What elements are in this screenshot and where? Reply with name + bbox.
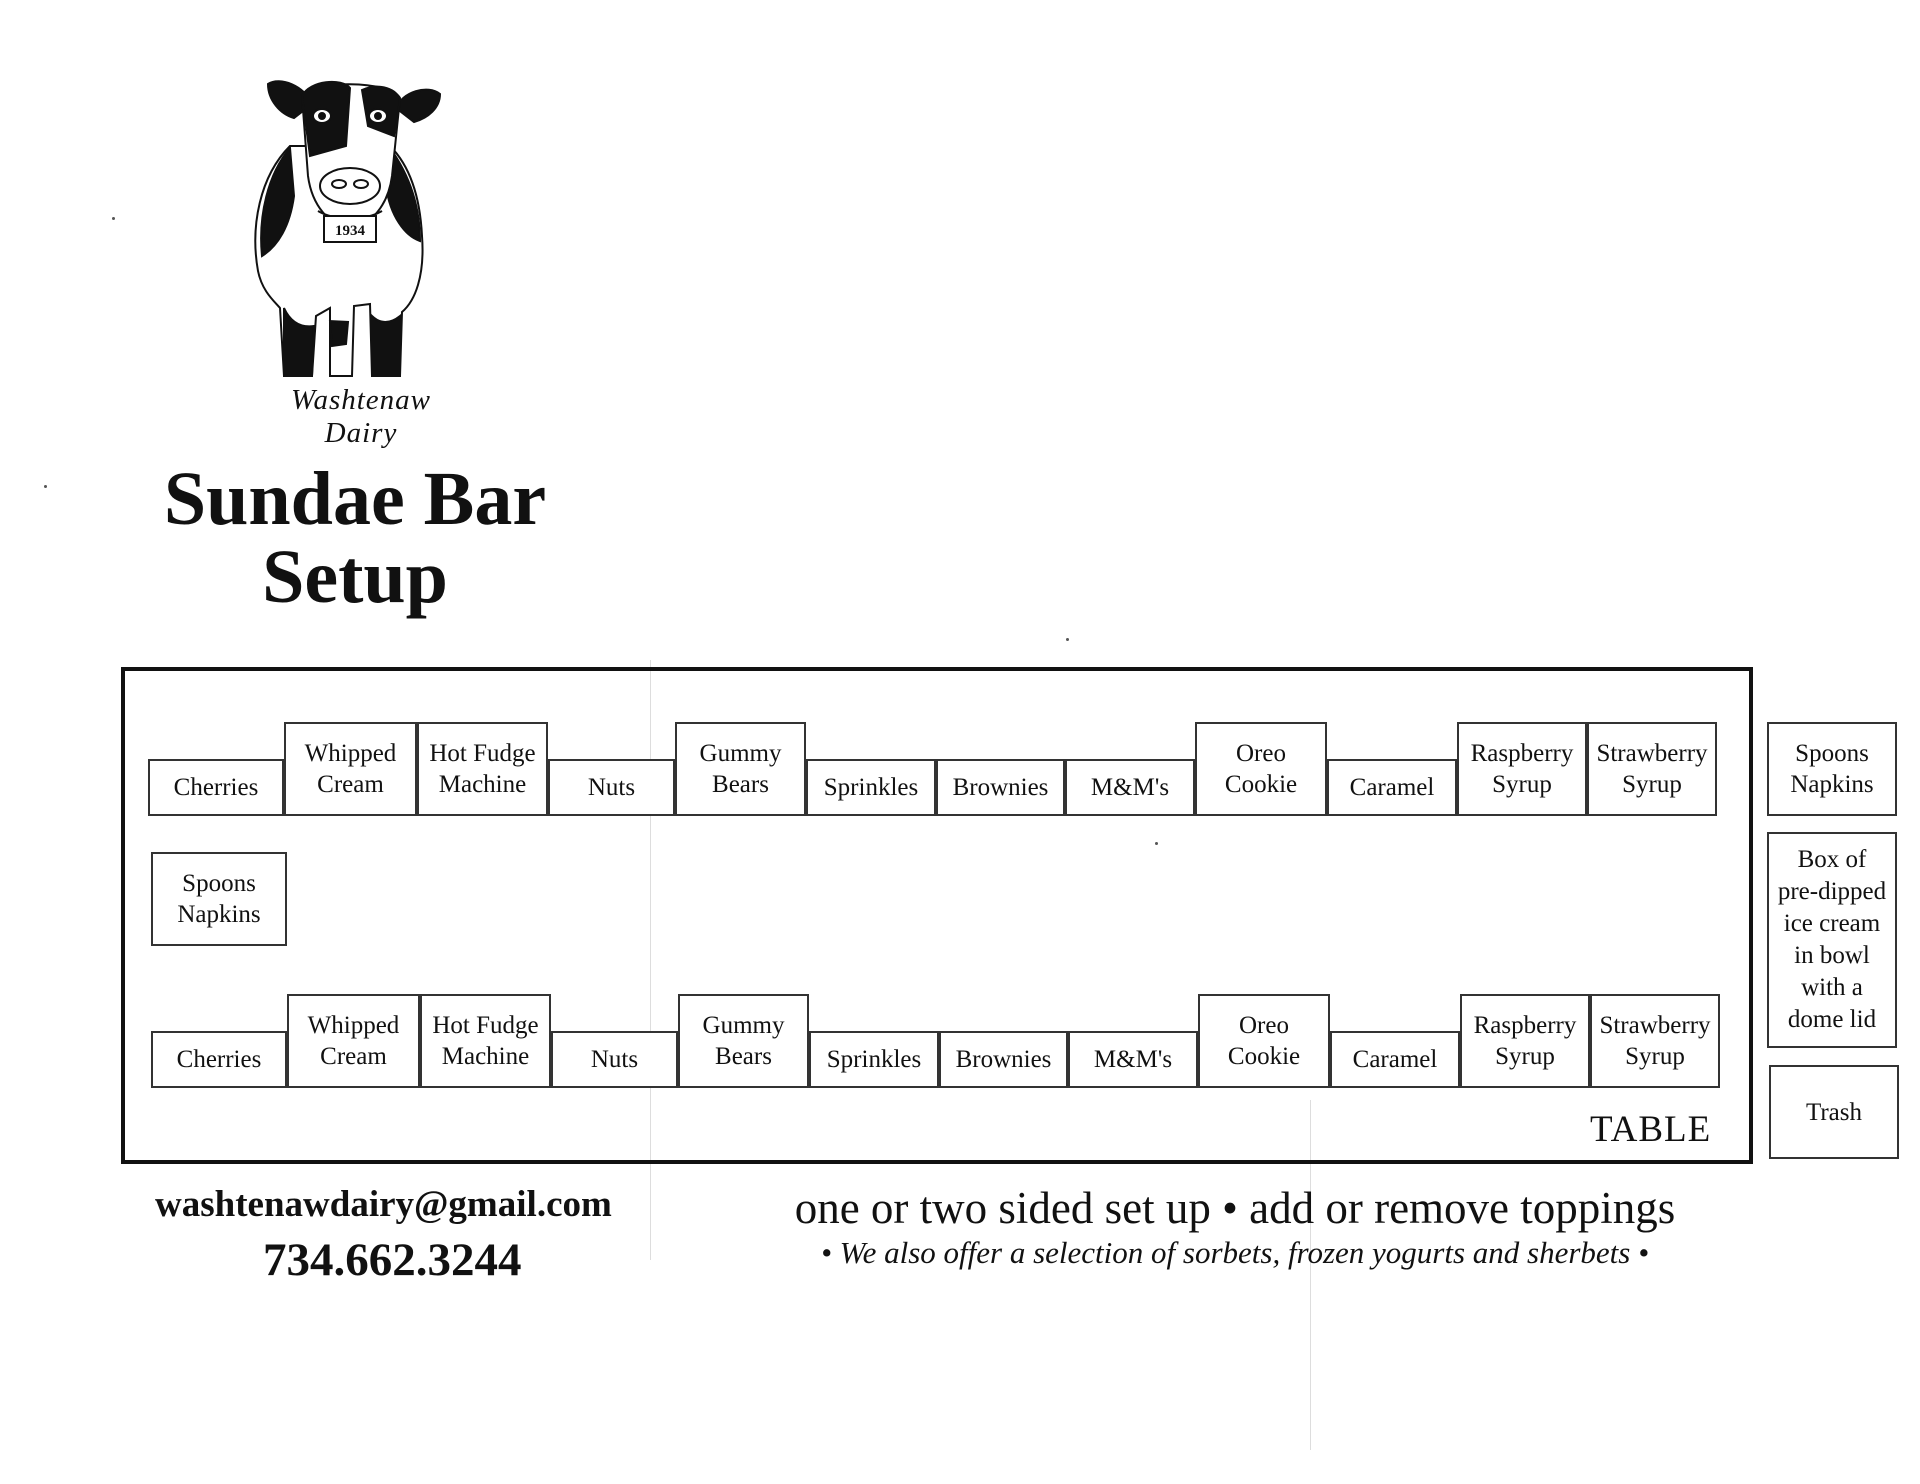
- station-gummy-bears: Gummy Bears: [678, 994, 809, 1088]
- station-cherries: Cherries: [148, 759, 284, 816]
- station-nuts: Nuts: [551, 1031, 678, 1088]
- station-mms: M&M's: [1068, 1031, 1198, 1088]
- side-pre-dipped-box: Box of pre-dipped ice cream in bowl with a dome lid: [1767, 832, 1897, 1048]
- station-strawberry-syrup: Strawberry Syrup: [1590, 994, 1720, 1088]
- contact-email: washtenawdairy@gmail.com: [155, 1184, 612, 1225]
- station-nuts: Nuts: [548, 759, 675, 816]
- station-mms: M&M's: [1065, 759, 1195, 816]
- station-hot-fudge-machine: Hot Fudge Machine: [417, 722, 548, 816]
- side-spoons-napkins: Spoons Napkins: [1767, 722, 1897, 816]
- station-brownies: Brownies: [936, 759, 1065, 816]
- station-sprinkles: Sprinkles: [809, 1031, 939, 1088]
- side-trash: Trash: [1769, 1065, 1899, 1159]
- station-raspberry-syrup: Raspberry Syrup: [1457, 722, 1587, 816]
- title-line1: Sundae Bar: [163, 457, 547, 541]
- station-oreo-cookie: Oreo Cookie: [1195, 722, 1327, 816]
- station-sprinkles: Sprinkles: [806, 759, 936, 816]
- station-strawberry-syrup: Strawberry Syrup: [1587, 722, 1717, 816]
- page-title: [140, 457, 570, 619]
- station-gummy-bears: Gummy Bears: [675, 722, 806, 816]
- station-brownies: Brownies: [939, 1031, 1068, 1088]
- station-oreo-cookie: Oreo Cookie: [1198, 994, 1330, 1088]
- cow-logo: [250, 76, 465, 386]
- station-hot-fudge-machine: Hot Fudge Machine: [420, 994, 551, 1088]
- station-raspberry-syrup: Raspberry Syrup: [1460, 994, 1590, 1088]
- station-cherries: Cherries: [151, 1031, 287, 1088]
- brand-name: [250, 384, 472, 450]
- brand-name-line1: Washtenaw: [290, 384, 432, 416]
- tagline-sub: • We also offer a selection of sorbets, frozen yogurts and sherbets •: [821, 1235, 1649, 1270]
- station-spoons-napkins: Spoons Napkins: [151, 852, 287, 946]
- title-line2: Setup: [262, 535, 448, 619]
- station-whipped-cream: Whipped Cream: [284, 722, 417, 816]
- station-caramel: Caramel: [1330, 1031, 1460, 1088]
- brand-name-line2: Dairy: [324, 417, 398, 449]
- station-whipped-cream: Whipped Cream: [287, 994, 420, 1088]
- year-badge: 1934: [335, 223, 365, 239]
- station-caramel: Caramel: [1327, 759, 1457, 816]
- contact-phone: 734.662.3244: [263, 1234, 522, 1286]
- tagline-main: one or two sided set up • add or remove toppings: [794, 1183, 1676, 1233]
- table-label: TABLE: [1590, 1109, 1712, 1150]
